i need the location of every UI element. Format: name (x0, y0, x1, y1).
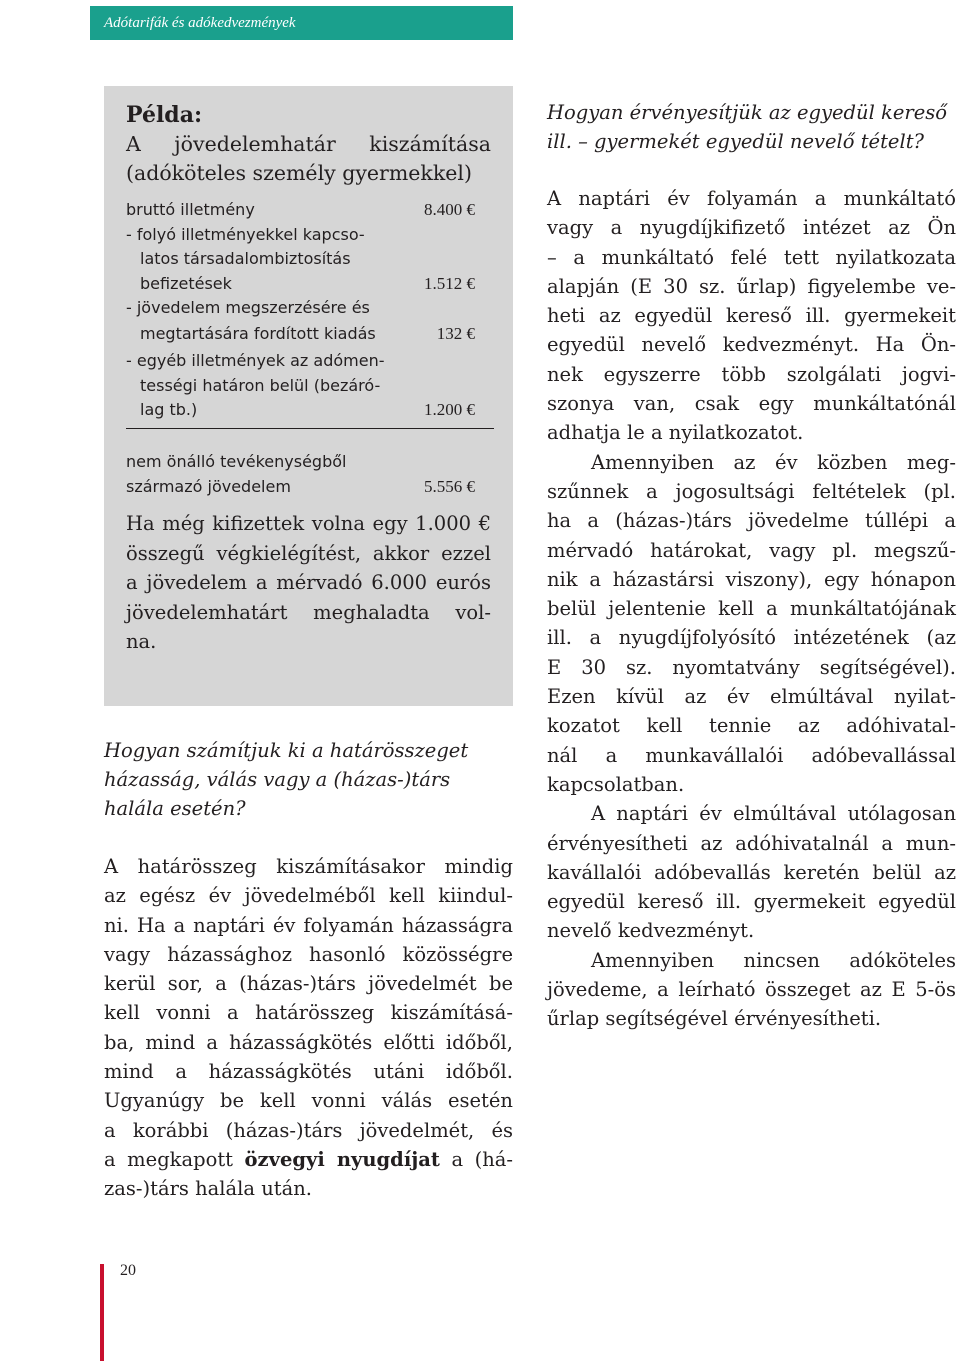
text-line: belül jelentenie kell a munkáltatójának (547, 597, 956, 621)
text-line: kozatot kell tennie az adóhivatal- (547, 714, 956, 738)
text-line: űrlap segítségével érvényesítheti. (547, 1007, 882, 1031)
text-line: A naptári év elmúltával utólagosan (591, 802, 956, 826)
text-line (104, 1145, 513, 1174)
text-line: ba, mind a házasságkötés előtti időből, (104, 1030, 513, 1054)
text-line: egyedül kereső ill. gyermekeit egyedül (547, 890, 956, 914)
text-line: vagy a nyugdíjkifizető intézet az Ön (547, 216, 956, 240)
text-line: Amennyiben az év közben meg- (591, 450, 956, 474)
text-line: jövedeme, a leírható összeget az E 5-ös (547, 978, 956, 1002)
calc-value: 1.512 € (424, 273, 475, 293)
text-fragment: a (há- (439, 1147, 513, 1171)
text-line: kapcsolatban. (547, 772, 685, 796)
text-line: kell vonni a határösszeg kiszámításá- (104, 1001, 513, 1025)
text-line: – a munkáltató felé tett nyilatkozata (547, 245, 956, 269)
running-header (90, 6, 513, 40)
text-line: zas-)társ halála után. (104, 1177, 312, 1201)
text-line: érvényesítheti az adóhivatalnál a mun- (547, 831, 956, 855)
calc-label: nem önálló tevékenységből (126, 452, 347, 471)
text-line: az egész év jövedelméből kell kiindul- (104, 884, 513, 908)
text-line: nek egyszerre több szolgálati jogvi- (547, 362, 956, 386)
text-line: kavállalói adóbevallás keretén belül az (547, 860, 956, 884)
text-line: Ezen kívül az év elmúltával nyilat- (547, 685, 956, 709)
example-heading-line: A jövedelemhatár kiszámítása (126, 132, 491, 156)
text-line: nevelő kedvezményt. (547, 919, 755, 943)
calc-value: 1.200 € (424, 400, 475, 419)
text-line: vagy házassághoz hasonló közösségre (104, 942, 513, 966)
example-note (126, 509, 491, 657)
section-title: Adótarifák és adókedvezmények (104, 14, 296, 31)
text-line: mérvadó határokat, vagy pl. megszű- (547, 538, 956, 562)
text-line: ill. a nyugdíjfolyósító intézetének (az (547, 626, 956, 650)
calc-value: 132 € (436, 324, 475, 343)
left-paragraph (104, 852, 513, 1204)
calc-value: 5.556 € (424, 476, 475, 496)
calc-label: - egyéb illetmények az adómen- (126, 351, 385, 370)
text-line: szűnnek a jogosultsági feltételek (pl. (547, 479, 956, 503)
text-line: ni. Ha a naptári év folyamán házasságra (104, 913, 513, 937)
calc-label: - jövedelem megszerzésére és (126, 298, 370, 317)
text-line: mind a házasságkötés utáni időből. (104, 1060, 513, 1084)
page-number: 20 (120, 1262, 136, 1279)
calc-label: lag tb.) (140, 400, 198, 419)
left-question-heading (104, 736, 514, 823)
question-line: halála esetén? (104, 797, 246, 820)
note-line: összegű végkielégítést, akkor ezzel (126, 541, 491, 565)
text-line: szonya van, csak egy munkáltatónál (547, 392, 956, 416)
text-line: a korábbi (házas-)társ jövedelmét, és (104, 1118, 513, 1142)
example-heading-line: (adóköteles személy gyermekkel) (126, 161, 472, 185)
calc-value: 8.400 € (424, 200, 475, 219)
calc-label: - folyó illetményekkel kapcso- (126, 224, 365, 244)
text-line: adhatja le a nyilatkozatot. (547, 421, 804, 445)
calculation-table (126, 198, 491, 496)
note-line: na. (126, 630, 157, 653)
example-heading (126, 130, 491, 188)
calc-label: tességi határon belül (bezáró- (140, 375, 381, 395)
text-line: kerül sor, a (házas-)társ jövedelmét be (104, 972, 513, 996)
note-line: jövedelemhatárt meghaladta vol- (126, 600, 491, 624)
page-marker-bar (100, 1264, 104, 1361)
calc-label: befizetések (140, 273, 232, 293)
text-line: E 30 sz. nyomtatvány segítségével). (547, 655, 956, 679)
text-line: Amennyiben nincsen adóköteles (591, 948, 956, 972)
calc-label: bruttó illetmény (126, 200, 255, 219)
question-line: ill. – gyermekét egyedül nevelő tételt? (547, 130, 925, 153)
right-paragraph-1 (547, 184, 956, 1034)
text-line: ha a (házas-)társ jövedelme túllépi a (547, 509, 956, 533)
right-question-heading (547, 98, 957, 156)
calc-label: származó jövedelem (126, 476, 291, 496)
calc-label: megtartására fordított kiadás (140, 324, 376, 343)
text-line: nál a munkavállalói adóbevallással (547, 743, 956, 767)
example-title: Példa: (126, 102, 203, 128)
text-line: Ugyanúgy be kell vonni válás esetén (104, 1089, 513, 1113)
question-line: Hogyan számítjuk ki a határösszeget (104, 739, 469, 762)
sum-divider (126, 428, 494, 429)
text-line: A naptári év folyamán a munkáltató (547, 187, 956, 210)
question-line: Hogyan érvényesítjük az egyedül kereső (547, 101, 947, 124)
text-line: nik a házastársi viszony), egy hónapon (547, 567, 956, 591)
text-line: egyedül nevelő kedvezményt. Ha Ön- (547, 333, 956, 357)
question-line: házasság, válás vagy a (házas-)társ (104, 768, 451, 791)
text-fragment: a megkapott (104, 1147, 245, 1171)
bold-term: özvegyi nyugdíjat (244, 1147, 440, 1171)
note-line: Ha még kifizettek volna egy 1.000 € (126, 512, 491, 535)
example-box (104, 86, 513, 706)
text-line: heti az egyedül kereső ill. gyermekeit (547, 304, 956, 328)
calc-label: latos társadalombiztosítás (140, 249, 351, 268)
text-line: alapján (E 30 sz. űrlap) figyelembe ve- (547, 274, 956, 298)
text-line: A határösszeg kiszámításakor mindig (104, 855, 513, 878)
note-line: a jövedelem a mérvadó 6.000 eurós (126, 571, 491, 594)
